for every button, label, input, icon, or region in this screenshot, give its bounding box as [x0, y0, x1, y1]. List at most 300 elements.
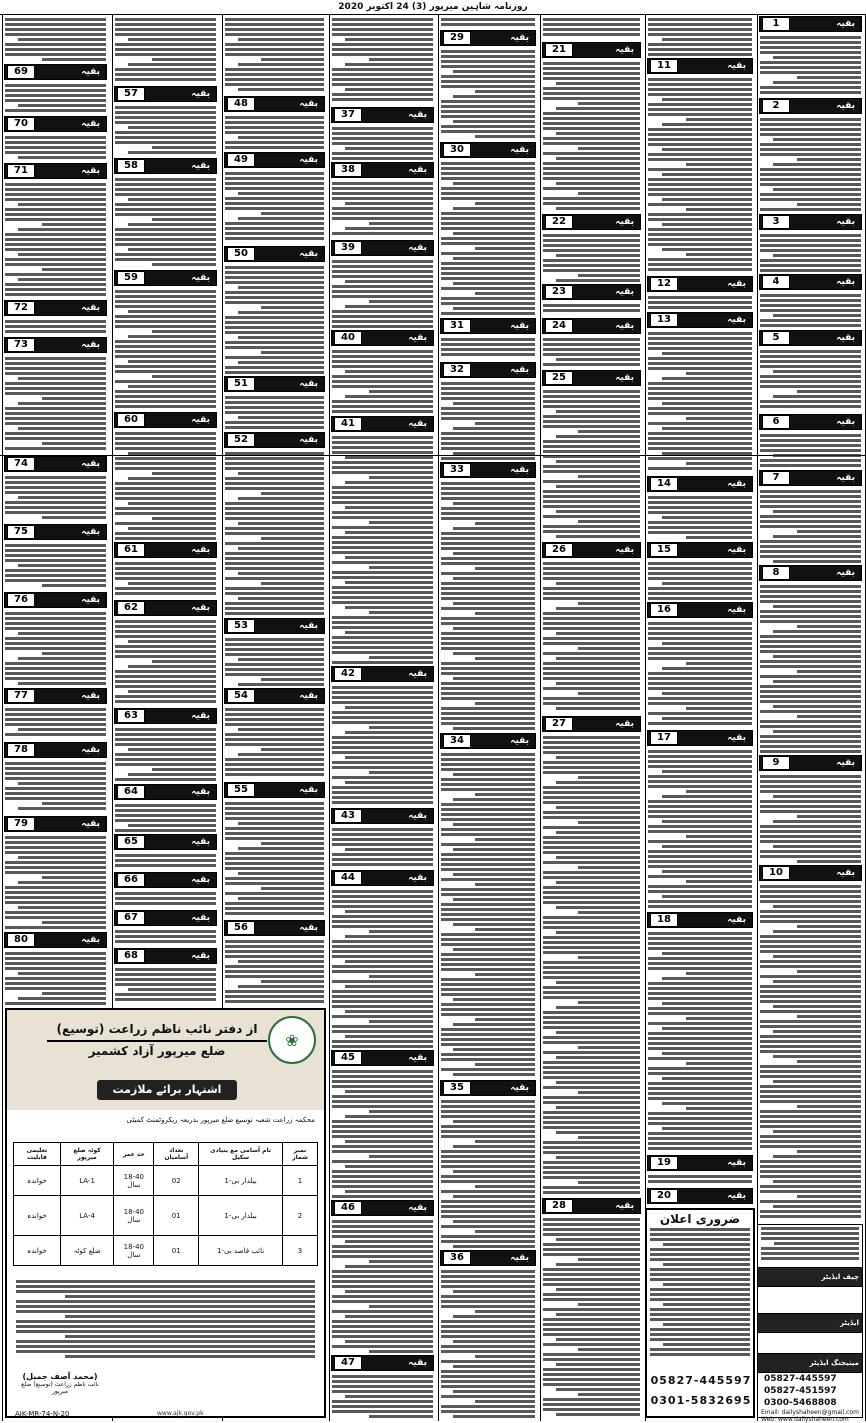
continuation-caption: بقیہ [615, 1201, 634, 1211]
continuation-header [647, 602, 753, 618]
article-text [438, 1268, 538, 1418]
continuation-header [114, 910, 217, 926]
continuation-number: 44 [334, 871, 362, 885]
cell-count: 02 [154, 1166, 199, 1196]
continuation-caption: بقیہ [191, 603, 210, 613]
continuation-number: 47 [334, 1356, 362, 1370]
continuation-number: 16 [650, 603, 678, 617]
article-text [222, 264, 327, 374]
article-text [112, 176, 219, 268]
article-text [2, 355, 109, 454]
continuation-header [542, 214, 641, 230]
continuation-header [542, 716, 641, 732]
continuation-caption: بقیہ [408, 243, 427, 253]
continuation-number: 56 [227, 921, 255, 935]
continuation-caption: بقیہ [727, 605, 746, 615]
continuation-caption: بقیہ [81, 119, 100, 129]
continuation-header [114, 834, 217, 850]
continuation-caption: بقیہ [615, 45, 634, 55]
continuation-caption: بقیہ [299, 923, 318, 933]
table-row [14, 1166, 318, 1196]
continuation-caption: بقیہ [727, 545, 746, 555]
continuation-number: 60 [117, 413, 145, 427]
article-text [438, 1098, 538, 1248]
article-text [645, 560, 755, 600]
article-text [2, 134, 109, 161]
continuation-number: 64 [117, 785, 145, 799]
continuation-header [331, 808, 434, 824]
continuation-number: 7 [762, 471, 790, 485]
continuation-caption: بقیہ [408, 811, 427, 821]
cell-count: 01 [154, 1196, 199, 1236]
continuation-header [224, 376, 325, 392]
article-text [2, 610, 109, 686]
continuation-number: 32 [443, 363, 471, 377]
article-text [222, 938, 327, 1005]
continuation-header [542, 1198, 641, 1214]
continuation-number: 38 [334, 163, 362, 177]
continuation-caption: بقیہ [191, 273, 210, 283]
continuation-caption: بقیہ [408, 333, 427, 343]
continuation-number: 5 [762, 331, 790, 345]
imprint-address [758, 1227, 862, 1268]
imprint-editor-name [758, 1287, 862, 1314]
continuation-caption: بقیہ [836, 568, 855, 578]
continuation-caption: بقیہ [615, 545, 634, 555]
continuation-caption: بقیہ [510, 1253, 529, 1263]
continuation-header [440, 462, 536, 478]
continuation-number: 42 [334, 667, 362, 681]
continuation-header [759, 98, 862, 114]
continuation-header [759, 274, 862, 290]
col-number: نمبر شمار [283, 1143, 318, 1166]
continuation-caption: بقیہ [510, 321, 529, 331]
continuation-header [542, 284, 641, 300]
continuation-number: 22 [545, 215, 573, 229]
imprint-phone-1: 05827-445597 [764, 1374, 837, 1384]
article-text [757, 883, 864, 1220]
continuation-caption: بقیہ [191, 787, 210, 797]
continuation-number: 80 [7, 933, 35, 947]
continuation-header [224, 96, 325, 112]
article-text [112, 104, 219, 156]
imprint-editor-value [758, 1333, 862, 1354]
continuation-caption: بقیہ [836, 19, 855, 29]
imprint-phone-3: 0300-5468808 [764, 1398, 837, 1408]
continuation-header [759, 865, 862, 881]
government-seal-icon: ❀ [268, 1016, 316, 1064]
cell-post: نائب قاصد بی-1 [199, 1236, 283, 1266]
article-text [438, 16, 538, 28]
article-text [222, 394, 327, 430]
continuation-number: 20 [650, 1189, 678, 1203]
article-text [112, 288, 219, 410]
continuation-number: 19 [650, 1156, 678, 1170]
article-text [112, 890, 219, 908]
article-text [222, 114, 327, 150]
continuation-header [759, 565, 862, 581]
continuation-caption: بقیہ [299, 691, 318, 701]
imprint-web: Web: www.dailyshaheen.com [761, 1416, 849, 1423]
article-text [438, 336, 538, 360]
continuation-number: 29 [443, 31, 471, 45]
continuation-caption: بقیہ [836, 868, 855, 878]
continuation-header [542, 370, 641, 386]
continuation-header [440, 142, 536, 158]
continuation-number: 36 [443, 1251, 471, 1265]
imprint-email: Email: dailyshaheen@gmail.com [761, 1409, 859, 1416]
continuation-caption: بقیہ [836, 217, 855, 227]
continuation-header [647, 58, 753, 74]
continuation-header [4, 300, 107, 316]
article-text [757, 232, 864, 272]
continuation-number: 67 [117, 911, 145, 925]
continuation-header [4, 64, 107, 80]
cell-age: 18-40 سال [114, 1236, 154, 1266]
article-text [222, 706, 327, 780]
article-text [112, 928, 219, 946]
article-text [2, 542, 109, 590]
continuation-number: 12 [650, 277, 678, 291]
article-text [757, 348, 864, 412]
continuation-caption: بقیہ [615, 373, 634, 383]
article-text [2, 16, 109, 62]
article-text [438, 380, 538, 460]
continuation-number: 62 [117, 601, 145, 615]
continuation-caption: بقیہ [510, 465, 529, 475]
article-text [645, 620, 755, 728]
article-text [540, 60, 643, 212]
article-text [540, 1216, 643, 1418]
continuation-caption: بقیہ [191, 161, 210, 171]
continuation-number: 40 [334, 331, 362, 345]
continuation-number: 23 [545, 285, 573, 299]
continuation-header [440, 362, 536, 378]
continuation-header [331, 240, 434, 256]
continuation-number: 57 [117, 87, 145, 101]
continuation-number: 71 [7, 164, 35, 178]
notice-phone-1: 05827-445597 [650, 1374, 752, 1387]
continuation-caption: بقیہ [81, 67, 100, 77]
continuation-header [114, 708, 217, 724]
notice-heading: ضروری اعلان [659, 1212, 741, 1226]
continuation-caption: بقیہ [191, 951, 210, 961]
continuation-header [114, 86, 217, 102]
continuation-header [4, 816, 107, 832]
continuation-caption: بقیہ [510, 736, 529, 746]
continuation-number: 74 [7, 457, 35, 471]
signature-name: (محمد آصف جمیل) [22, 1372, 98, 1381]
continuation-header [759, 16, 862, 32]
ad-conditions [13, 1278, 318, 1378]
continuation-number: 45 [334, 1051, 362, 1065]
continuation-number: 50 [227, 247, 255, 261]
continuation-header [759, 470, 862, 486]
article-text [757, 773, 864, 863]
continuation-number: 21 [545, 43, 573, 57]
article-text [757, 116, 864, 212]
continuation-header [542, 542, 641, 558]
continuation-header [647, 542, 753, 558]
article-text [329, 16, 436, 105]
continuation-caption: بقیہ [727, 479, 746, 489]
continuation-caption: بقیہ [836, 417, 855, 427]
cell-post: بیلدار بی-1 [199, 1196, 283, 1236]
article-text [438, 751, 538, 1078]
continuation-header [542, 42, 641, 58]
continuation-header [224, 152, 325, 168]
col-count: تعداد آسامیاں [154, 1143, 199, 1166]
article-text [2, 760, 109, 814]
continuation-caption: بقیہ [191, 415, 210, 425]
continuation-header [440, 30, 536, 46]
continuation-number: 34 [443, 734, 471, 748]
continuation-number: 17 [650, 731, 678, 745]
continuation-number: 24 [545, 319, 573, 333]
continuation-header [331, 416, 434, 432]
vacancy-table [13, 1142, 318, 1266]
continuation-number: 6 [762, 415, 790, 429]
continuation-number: 27 [545, 717, 573, 731]
continuation-caption: بقیہ [727, 279, 746, 289]
continuation-caption: بقیہ [408, 669, 427, 679]
imprint-chief-editor: چیف ایڈیٹر [758, 1268, 862, 1287]
cell-no: 1 [283, 1166, 318, 1196]
continuation-header [331, 162, 434, 178]
cell-qual: خواندہ [14, 1236, 61, 1266]
article-text [438, 48, 538, 140]
continuation-number: 54 [227, 689, 255, 703]
cell-age: 18-40 سال [114, 1196, 154, 1236]
article-text [2, 950, 109, 1005]
continuation-caption: بقیہ [81, 340, 100, 350]
continuation-header [331, 330, 434, 346]
continuation-header [647, 1155, 753, 1171]
article-text [2, 82, 109, 114]
vacancy-table-header [14, 1143, 318, 1166]
continuation-header [114, 270, 217, 286]
continuation-number: 30 [443, 143, 471, 157]
continuation-caption: بقیہ [615, 321, 634, 331]
continuation-number: 39 [334, 241, 362, 255]
cell-count: 01 [154, 1236, 199, 1266]
continuation-number: 75 [7, 525, 35, 539]
continuation-number: 68 [117, 949, 145, 963]
continuation-caption: بقیہ [408, 1358, 427, 1368]
continuation-number: 73 [7, 338, 35, 352]
continuation-number: 37 [334, 108, 362, 122]
continuation-caption: بقیہ [510, 33, 529, 43]
continuation-header [4, 456, 107, 472]
article-text [645, 1173, 755, 1186]
article-text [329, 348, 436, 414]
continuation-caption: بقیہ [81, 691, 100, 701]
continuation-header [542, 318, 641, 334]
continuation-header [224, 688, 325, 704]
article-text [222, 800, 327, 918]
continuation-caption: بقیہ [408, 1053, 427, 1063]
continuation-caption: بقیہ [191, 89, 210, 99]
continuation-header [647, 912, 753, 928]
article-text [540, 560, 643, 714]
continuation-header [224, 920, 325, 936]
article-text [757, 583, 864, 753]
article-text [438, 480, 538, 731]
continuation-number: 61 [117, 543, 145, 557]
continuation-number: 1 [762, 17, 790, 31]
article-text [329, 434, 436, 664]
continuation-header [331, 1050, 434, 1066]
article-text [329, 1218, 436, 1353]
continuation-number: 11 [650, 59, 678, 73]
article-text [329, 684, 436, 806]
article-text [329, 1068, 436, 1198]
continuation-caption: بقیہ [836, 101, 855, 111]
continuation-header [331, 1355, 434, 1371]
imprint-phone-2: 05827-451597 [764, 1386, 837, 1396]
continuation-caption: بقیہ [727, 315, 746, 325]
continuation-header [114, 600, 217, 616]
cell-code: LA-1 [60, 1166, 113, 1196]
continuation-number: 76 [7, 593, 35, 607]
ad-reference: AJK-MR-74-N-20 [15, 1410, 70, 1418]
article-text [112, 618, 219, 706]
article-text [540, 16, 643, 40]
continuation-caption: بقیہ [299, 785, 318, 795]
continuation-caption: بقیہ [81, 459, 100, 469]
notice-phone-2: 0301-5832695 [650, 1394, 752, 1407]
article-text [222, 450, 327, 616]
signature-title: نائب ناظم زراعت (توسیع) ضلع میرپور [21, 1381, 99, 1395]
continuation-header [759, 414, 862, 430]
imprint-editor: ایڈیٹر [758, 1314, 862, 1333]
continuation-number: 66 [117, 873, 145, 887]
continuation-number: 63 [117, 709, 145, 723]
continuation-header [647, 730, 753, 746]
continuation-caption: بقیہ [727, 733, 746, 743]
continuation-number: 25 [545, 371, 573, 385]
cell-qual: خواندہ [14, 1166, 61, 1196]
continuation-number: 14 [650, 477, 678, 491]
article-text [112, 852, 219, 870]
article-text [2, 474, 109, 522]
cell-post: بیلدار بی-1 [199, 1166, 283, 1196]
continuation-header [114, 542, 217, 558]
continuation-caption: بقیہ [836, 473, 855, 483]
continuation-number: 15 [650, 543, 678, 557]
continuation-number: 49 [227, 153, 255, 167]
continuation-header [114, 948, 217, 964]
continuation-number: 46 [334, 1201, 362, 1215]
continuation-header [114, 412, 217, 428]
continuation-header [331, 107, 434, 123]
continuation-header [4, 932, 107, 948]
continuation-caption: بقیہ [615, 287, 634, 297]
continuation-number: 52 [227, 433, 255, 447]
continuation-caption: بقیہ [191, 913, 210, 923]
continuation-header [647, 276, 753, 292]
article-text [757, 488, 864, 563]
article-text [757, 34, 864, 96]
continuation-header [440, 733, 536, 749]
continuation-header [224, 618, 325, 634]
cell-no: 2 [283, 1196, 318, 1236]
cell-qual: خواندہ [14, 1196, 61, 1236]
article-text [112, 802, 219, 832]
continuation-caption: بقیہ [408, 165, 427, 175]
article-text [112, 16, 219, 84]
continuation-header [331, 1200, 434, 1216]
article-text [645, 294, 755, 310]
continuation-header [759, 330, 862, 346]
continuation-number: 65 [117, 835, 145, 849]
article-text [2, 181, 109, 298]
article-text [329, 1373, 436, 1418]
article-text [329, 888, 436, 1048]
continuation-header [647, 1188, 753, 1204]
continuation-number: 9 [762, 756, 790, 770]
continuation-caption: بقیہ [510, 365, 529, 375]
imprint-box [757, 1224, 863, 1423]
continuation-number: 33 [443, 463, 471, 477]
article-text [438, 160, 538, 316]
continuation-header [331, 870, 434, 886]
continuation-number: 3 [762, 215, 790, 229]
continuation-header [4, 742, 107, 758]
continuation-caption: بقیہ [408, 110, 427, 120]
cell-no: 3 [283, 1236, 318, 1266]
article-text [222, 16, 327, 94]
continuation-header [224, 432, 325, 448]
continuation-number: 35 [443, 1081, 471, 1095]
continuation-header [4, 163, 107, 179]
continuation-header [4, 592, 107, 608]
article-text [645, 748, 755, 910]
article-text [2, 318, 109, 335]
article-text [540, 302, 643, 316]
continuation-number: 69 [7, 65, 35, 79]
col-qualification: تعلیمی قابلیت [14, 1143, 61, 1166]
continuation-header [4, 337, 107, 353]
col-quota: کوٹہ ضلع میرپور [60, 1143, 113, 1166]
article-text [112, 966, 219, 1005]
article-text [222, 636, 327, 686]
continuation-caption: بقیہ [727, 61, 746, 71]
continuation-number: 58 [117, 159, 145, 173]
continuation-caption: بقیہ [81, 303, 100, 313]
continuation-number: 10 [762, 866, 790, 880]
continuation-caption: بقیہ [81, 527, 100, 537]
continuation-header [759, 214, 862, 230]
important-notice [645, 1208, 755, 1418]
article-text [540, 388, 643, 540]
continuation-caption: بقیہ [81, 166, 100, 176]
continuation-header [759, 755, 862, 771]
continuation-caption: بقیہ [615, 217, 634, 227]
continuation-caption: بقیہ [836, 758, 855, 768]
continuation-caption: بقیہ [727, 915, 746, 925]
notice-text [647, 1228, 753, 1356]
continuation-caption: بقیہ [299, 621, 318, 631]
continuation-caption: بقیہ [299, 249, 318, 259]
continuation-number: 2 [762, 99, 790, 113]
table-row [14, 1196, 318, 1236]
continuation-number: 8 [762, 566, 790, 580]
continuation-number: 70 [7, 117, 35, 131]
continuation-header [647, 476, 753, 492]
ad-intro: محکمہ زراعت شعبہ توسیع ضلع میرپور بذریعہ ریکروٹمنٹ کمیٹی [126, 1116, 315, 1124]
continuation-number: 31 [443, 319, 471, 333]
